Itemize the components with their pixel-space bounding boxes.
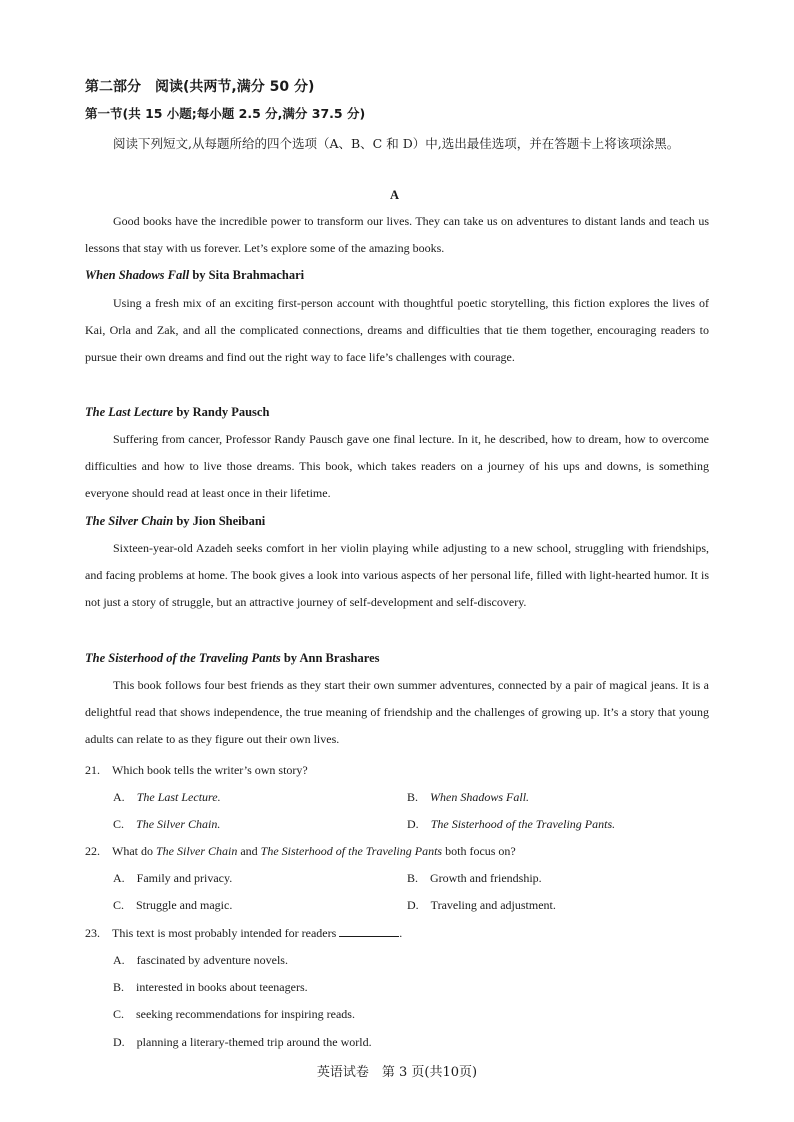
book-title: The Sisterhood of the Traveling Pants	[85, 651, 281, 665]
stem-text: 23. This text is most probably intended for readers	[85, 926, 340, 940]
q22-option-a[interactable]: A. Family and privacy.	[113, 871, 233, 885]
question-21-stem: 21. Which book tells the writer’s own story?	[85, 763, 308, 777]
option-letter: A.	[113, 790, 125, 804]
book-title: The Silver Chain	[85, 514, 174, 528]
stem-text: and	[237, 844, 261, 858]
book-title: When Shadows Fall	[85, 268, 190, 282]
page-footer: 英语试卷 第 3 页(共10页)	[316, 1065, 478, 1080]
q21-option-c[interactable]	[113, 815, 220, 832]
book-heading-2	[85, 405, 269, 420]
instruction-text: 阅读下列短文,从每题所给的四个选项（A、B、C 和 D）中,选出最佳选项，并在答题卡上将该项涂黑。	[113, 136, 680, 151]
q23-option-d[interactable]: D. planning a literary-themed trip around the world.	[113, 1035, 372, 1049]
option-letter: C.	[113, 817, 125, 831]
passage-intro: Good books have the incredible power to transform our lives. They can take us on adventures to distant lands and teach us lessons that stay with us forever. Let’s explore some of the amazing books.	[85, 214, 709, 256]
book-description-1: Using a fresh mix of an exciting first-person account with thoughtful poetic storytelling, this fiction explores the lives of Kai, Orla and Zak, and all the complicated connections, dreams and difficulties that tie them together, encouraging readers to pursue their own dreams and find out the right way to face life’s challenges with courage.	[85, 296, 709, 365]
stem-text: .	[399, 926, 403, 940]
book-author: by Randy Pausch	[173, 405, 270, 419]
section-title: 第二部分 阅读(共两节,满分 50 分)	[85, 79, 315, 95]
stem-text: 22. What do	[85, 844, 156, 858]
stem-text: both focus on?	[442, 844, 516, 858]
option-text: The Last Lecture.	[136, 790, 221, 804]
answer-blank	[339, 926, 399, 937]
option-letter: D.	[407, 817, 419, 831]
book-description-2: Suffering from cancer, Professor Randy Pausch gave one final lecture. In it, he described, how to dream, how to overcome difficulties and how to live those dreams. This book, which takes readers on a journey of his ups and downs, is something everyone should read at least once in their lifetime.	[85, 432, 709, 501]
book-description-3: Sixteen-year-old Azadeh seeks comfort in her violin playing while adjusting to a new school, struggling with friendships, and facing problems at home. The book gives a look into various aspects of her personal life, filled with light-hearted humor. It is not just a story of struggle, but an attractive journey of self-development and self-discovery.	[85, 541, 709, 610]
book-heading-4	[85, 651, 380, 666]
q23-option-a[interactable]: A. fascinated by adventure novels.	[113, 953, 288, 967]
passage-label: A	[390, 188, 400, 202]
section-subtitle: 第一节(共 15 小题;每小题 2.5 分,满分 37.5 分)	[85, 106, 366, 121]
q22-option-d[interactable]: D. Traveling and adjustment.	[407, 898, 556, 912]
book-title: The Last Lecture	[85, 405, 174, 419]
stem-book-title: The Silver Chain	[156, 844, 238, 858]
q21-option-a[interactable]	[113, 788, 221, 805]
q23-option-b[interactable]: B. interested in books about teenagers.	[113, 980, 308, 994]
q23-option-c[interactable]: C. seeking recommendations for inspiring reads.	[113, 1007, 355, 1021]
stem-book-title: The Sisterhood of the Traveling Pants	[260, 844, 443, 858]
option-text: When Shadows Fall.	[430, 790, 530, 804]
q22-option-c[interactable]: C. Struggle and magic.	[113, 898, 233, 912]
option-text: The Silver Chain.	[136, 817, 221, 831]
q22-option-b[interactable]: B. Growth and friendship.	[407, 871, 542, 885]
option-letter: B.	[407, 790, 419, 804]
book-author: by Sita Brahmachari	[189, 268, 305, 282]
book-author: by Ann Brashares	[280, 651, 380, 665]
q21-option-d[interactable]	[407, 815, 615, 832]
book-description-4: This book follows four best friends as they start their own summer adventures, connected by a pair of magical jeans. It is a delightful read that shows independence, the true meaning of friendship and the challenges of growing up. It’s a story that young adults can relate to as they figure out their own lives.	[85, 678, 709, 747]
book-heading-1	[85, 268, 304, 283]
book-heading-3	[85, 514, 265, 529]
book-author: by Jion Sheibani	[173, 514, 266, 528]
q21-option-b[interactable]	[407, 788, 529, 805]
question-22-stem	[85, 842, 516, 859]
option-text: The Sisterhood of the Traveling Pants.	[430, 817, 616, 831]
question-23-stem	[85, 924, 402, 941]
